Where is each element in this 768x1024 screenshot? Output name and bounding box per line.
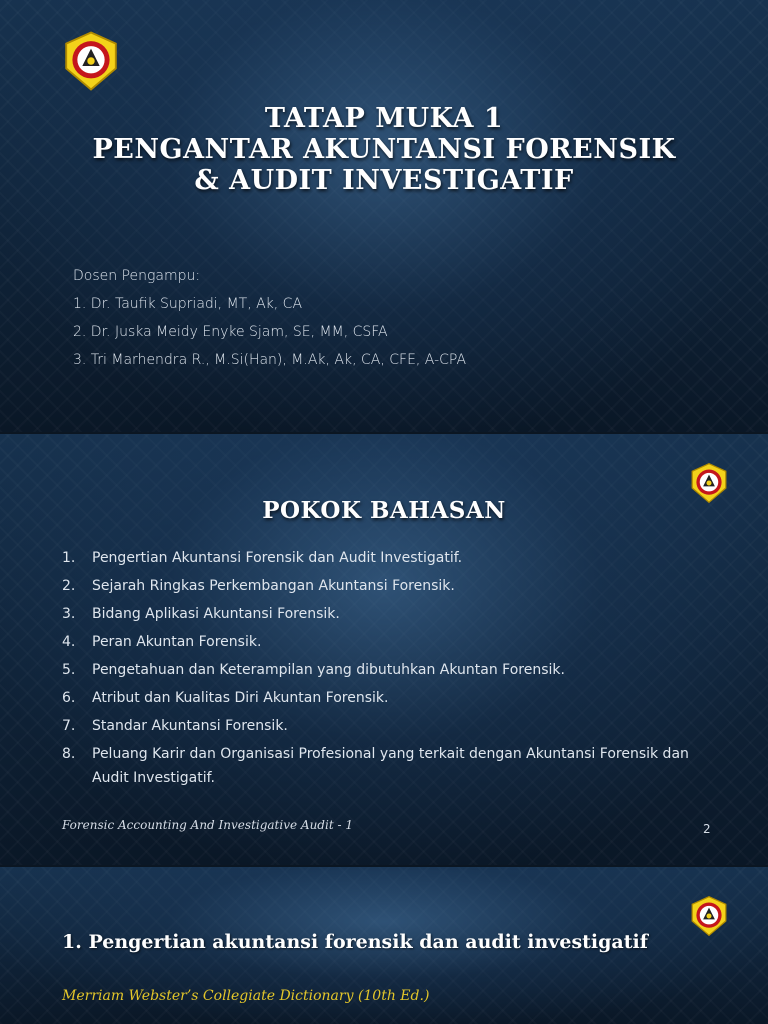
- list-item-number: 2.: [62, 578, 76, 594]
- lecturer-item: 2. Dr. Juska Meidy Enyke Sjam, SE, MM, CSFA: [73, 324, 388, 340]
- slide-footer: Forensic Accounting And Investigative Audit - 1: [62, 818, 353, 832]
- list-item-text: Pengertian Akuntansi Forensik dan Audit Investigatif.: [92, 550, 463, 566]
- list-item-text: Atribut dan Kualitas Diri Akuntan Forensik.: [92, 690, 389, 706]
- list-item-number: 3.: [62, 606, 76, 622]
- list-item-number: 1.: [62, 550, 76, 566]
- slide-2-title: POKOK BAHASAN: [262, 497, 506, 524]
- list-item: [62, 686, 702, 710]
- list-item-number: 4.: [62, 634, 76, 650]
- list-item-text: Peluang Karir dan Organisasi Profesional yang terkait dengan Akuntansi Forensik dan Audit Investigatif.: [92, 746, 689, 786]
- slide-3: [0, 867, 768, 1024]
- slide-2: [0, 434, 768, 865]
- list-item-text: Sejarah Ringkas Perkembangan Akuntansi Forensik.: [92, 578, 455, 594]
- title-line-2: PENGANTAR AKUNTANSI FORENSIK: [92, 134, 676, 165]
- slide-3-subtitle: Merriam Webster’s Collegiate Dictionary (10th Ed.): [62, 988, 430, 1004]
- slide-1: [0, 0, 768, 432]
- page-number: 2: [703, 822, 711, 836]
- lecturer-item: 1. Dr. Taufik Supriadi, MT, Ak, CA: [73, 296, 303, 312]
- lecturer-item: 3. Tri Marhendra R., M.Si(Han), M.Ak, Ak, CA, CFE, A-CPA: [73, 352, 467, 368]
- slide-3-title: 1. Pengertian akuntansi forensik dan audit investigatif: [62, 931, 648, 953]
- list-item-number: 8.: [62, 746, 76, 762]
- lecturer-list: [73, 262, 466, 374]
- list-item: [62, 546, 702, 570]
- list-item: [62, 658, 702, 682]
- university-logo-icon: [60, 30, 122, 92]
- list-item: [62, 742, 702, 790]
- list-item-text: Peran Akuntan Forensik.: [92, 634, 262, 650]
- list-item-number: 6.: [62, 690, 76, 706]
- list-item-text: Pengetahuan dan Keterampilan yang dibutuhkan Akuntan Forensik.: [92, 662, 565, 678]
- slide-1-title: [0, 103, 768, 196]
- title-line-3: & AUDIT INVESTIGATIF: [194, 165, 574, 196]
- title-line-1: TATAP MUKA 1: [264, 103, 504, 134]
- list-item-number: 5.: [62, 662, 76, 678]
- list-item-number: 7.: [62, 718, 76, 734]
- list-item-text: Standar Akuntansi Forensik.: [92, 718, 288, 734]
- topic-list: [62, 546, 702, 794]
- list-item: [62, 574, 702, 598]
- lecturers-heading: Dosen Pengampu:: [73, 268, 201, 284]
- university-logo-icon: [688, 895, 730, 937]
- list-item: [62, 630, 702, 654]
- list-item: [62, 714, 702, 738]
- list-item-text: Bidang Aplikasi Akuntansi Forensik.: [92, 606, 340, 622]
- list-item: [62, 602, 702, 626]
